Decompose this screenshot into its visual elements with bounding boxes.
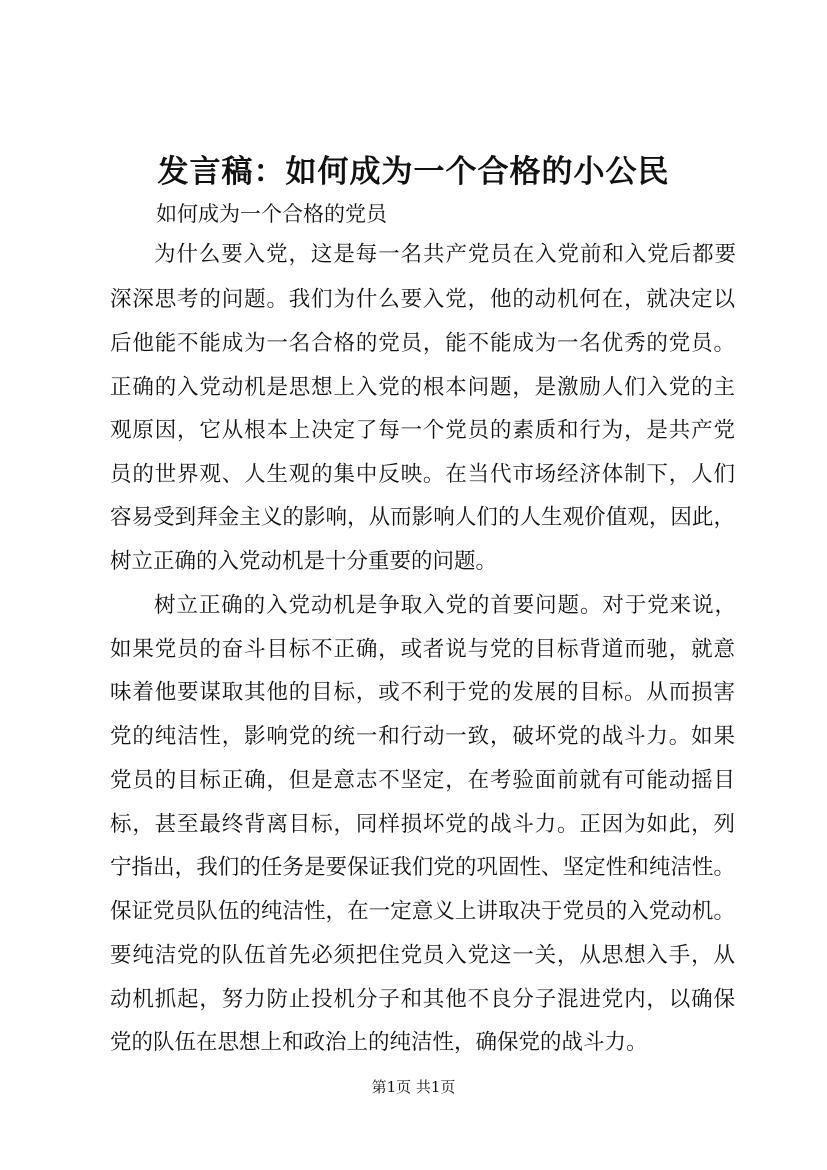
text-line: 容易受到拜金主义的影响，从而影响人们的人生观价值观，因此， bbox=[110, 505, 735, 530]
text-line: 味着他要谋取其他的目标，或不利于党的发展的目标。从而损害 bbox=[110, 680, 735, 705]
text-line: 观原因，它从根本上决定了每一个党员的素质和行为，是共产党 bbox=[110, 418, 735, 443]
text-line: 为什么要入党，这是每一名共产党员在入党前和入党后都要 bbox=[154, 242, 736, 267]
text-line: 深深思考的问题。我们为什么要入党，他的动机何在，就决定以 bbox=[110, 287, 735, 312]
text-line: 党员的目标正确，但是意志不坚定，在考验面前就有可能动摇目 bbox=[110, 768, 735, 793]
text-line: 要纯洁党的队伍首先必须把住党员入党这一关，从思想入手，从 bbox=[110, 943, 735, 968]
text-line: 标，甚至最终背离目标，同样损坏党的战斗力。正因为如此，列 bbox=[110, 812, 735, 837]
text-line: 动机抓起，努力防止投机分子和其他不良分子混进党内，以确保 bbox=[110, 987, 735, 1012]
page-footer: 第1页 共1页 bbox=[371, 1078, 456, 1096]
text-line: 后他能不能成为一名合格的党员，能不能成为一名优秀的党员。 bbox=[110, 331, 735, 356]
text-line: 宁指出，我们的任务是要保证我们党的巩固性、坚定性和纯洁性。 bbox=[110, 855, 735, 880]
text-line: 树立正确的入党动机是争取入党的首要问题。对于党来说， bbox=[154, 593, 736, 618]
text-line: 如果党员的奋斗目标不正确，或者说与党的目标背道而驰，就意 bbox=[110, 637, 735, 662]
text-line: 树立正确的入党动机是十分重要的问题。 bbox=[110, 549, 498, 574]
document-subtitle: 如何成为一个合格的党员 bbox=[156, 202, 387, 226]
text-line: 保证党员队伍的纯洁性，在一定意义上讲取决于党员的入党动机。 bbox=[110, 899, 735, 924]
document-title: 发言稿：如何成为一个合格的小公民 bbox=[157, 154, 670, 190]
text-line: 党的纯洁性，影响党的统一和行动一致，破坏党的战斗力。如果 bbox=[110, 724, 735, 749]
text-line: 正确的入党动机是思想上入党的根本问题，是激励人们入党的主 bbox=[110, 375, 735, 400]
text-line: 员的世界观、人生观的集中反映。在当代市场经济体制下，人们 bbox=[110, 462, 735, 487]
text-line: 党的队伍在思想上和政治上的纯洁性，确保党的战斗力。 bbox=[110, 1030, 648, 1055]
